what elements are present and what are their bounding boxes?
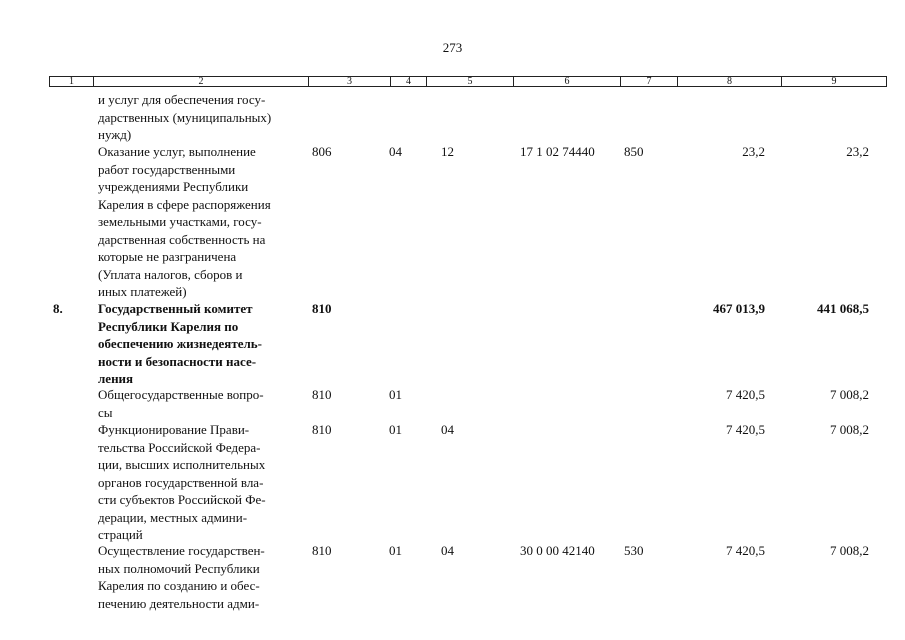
header-col-5: 5 — [427, 77, 514, 86]
row-name — [98, 300, 308, 388]
row-name-line: Государственный комитет — [98, 301, 253, 316]
row-name — [98, 91, 308, 144]
row-name-line: обеспечению жизнедеятель- — [98, 336, 262, 351]
row-name-line: тельства Российской Федера- — [98, 439, 261, 455]
row-subsection-code: 04 — [441, 543, 454, 558]
header-col-9: 9 — [831, 76, 837, 87]
row-chapter-code: 810 — [312, 543, 332, 558]
row-name — [98, 143, 308, 301]
row-name-line: Оказание услуг, выполнение — [98, 144, 256, 159]
page-number: 273 — [442, 40, 463, 55]
row-name-line: Функционирование Прави- — [98, 422, 250, 437]
row-amount-1: 7 420,5 — [726, 543, 765, 558]
row-name — [98, 542, 308, 612]
row-name-line: нужд) — [98, 127, 132, 142]
header-col-4: 4 — [391, 77, 427, 86]
header-col-2: 2 — [94, 77, 309, 86]
row-name-line: ности и безопасности насе- — [98, 353, 257, 369]
row-target-code: 17 1 02 74440 — [520, 144, 595, 159]
row-name-line: дарственных (муниципальных) — [98, 109, 272, 125]
row-amount-2: 7 008,2 — [830, 387, 869, 402]
row-section-code: 01 — [389, 422, 402, 437]
row-target-code: 30 0 00 42140 — [520, 543, 595, 558]
row-number: 8. — [53, 301, 63, 316]
header-col-7: 7 — [621, 77, 678, 86]
row-amount-1: 23,2 — [742, 144, 765, 159]
row-chapter-code: 806 — [312, 144, 332, 159]
row-name-line: Карелия в сфере распоряжения — [98, 196, 271, 212]
row-name-line: Карелия по созданию и обес- — [98, 578, 260, 593]
row-name-line: печению деятельности адми- — [98, 595, 260, 611]
table-header — [49, 76, 887, 87]
row-amount-1: 7 420,5 — [726, 422, 765, 437]
row-expense-type: 850 — [624, 144, 644, 159]
row-name — [98, 421, 308, 544]
row-name-line: сы — [98, 404, 113, 420]
row-name-line: страций — [98, 527, 143, 542]
row-name-line: ных полномочий Республики — [98, 560, 260, 576]
header-col-3: 3 — [309, 77, 391, 86]
row-name-line: иных платежей) — [98, 284, 187, 299]
row-name-line: (Уплата налогов, сборов и — [98, 266, 243, 282]
row-amount-2: 7 008,2 — [830, 543, 869, 558]
row-chapter-code: 810 — [312, 387, 332, 402]
row-name-line: ции, высших исполнительных — [98, 457, 266, 472]
row-name-line: дарственная собственность на — [98, 231, 266, 247]
row-amount-2: 23,2 — [846, 144, 869, 159]
row-name-line: сти субъектов Российской Фе- — [98, 492, 266, 507]
row-section-code: 01 — [389, 387, 402, 402]
row-section-code: 04 — [389, 144, 402, 159]
row-name-line: земельными участками, госу- — [98, 214, 262, 229]
row-chapter-code: 810 — [312, 422, 332, 437]
row-amount-2: 441 068,5 — [817, 301, 869, 316]
row-subsection-code: 04 — [441, 422, 454, 437]
row-name-line: учреждениями Республики — [98, 179, 249, 194]
row-name-line: Осуществление государствен- — [98, 543, 265, 558]
row-subsection-code: 12 — [441, 144, 454, 159]
row-section-code: 01 — [389, 543, 402, 558]
row-name-line: и услуг для обеспечения госу- — [98, 92, 266, 107]
row-chapter-code: 810 — [312, 301, 332, 316]
row-name — [98, 386, 308, 421]
row-amount-2: 7 008,2 — [830, 422, 869, 437]
row-name-line: органов государственной вла- — [98, 474, 264, 490]
row-expense-type: 530 — [624, 543, 644, 558]
row-name-line: Общегосударственные вопро- — [98, 387, 264, 402]
row-name-line: ления — [98, 371, 134, 386]
header-col-8: 8 — [678, 77, 782, 86]
row-amount-1: 7 420,5 — [726, 387, 765, 402]
row-name-line: работ государственными — [98, 161, 236, 177]
row-amount-1: 467 013,9 — [713, 301, 765, 316]
header-col-1: 1 — [50, 77, 94, 86]
row-name-line: которые не разграничена — [98, 249, 237, 264]
row-name-line: дерации, местных админи- — [98, 509, 248, 525]
row-name-line: Республики Карелия по — [98, 318, 239, 334]
header-col-6: 6 — [514, 77, 621, 86]
